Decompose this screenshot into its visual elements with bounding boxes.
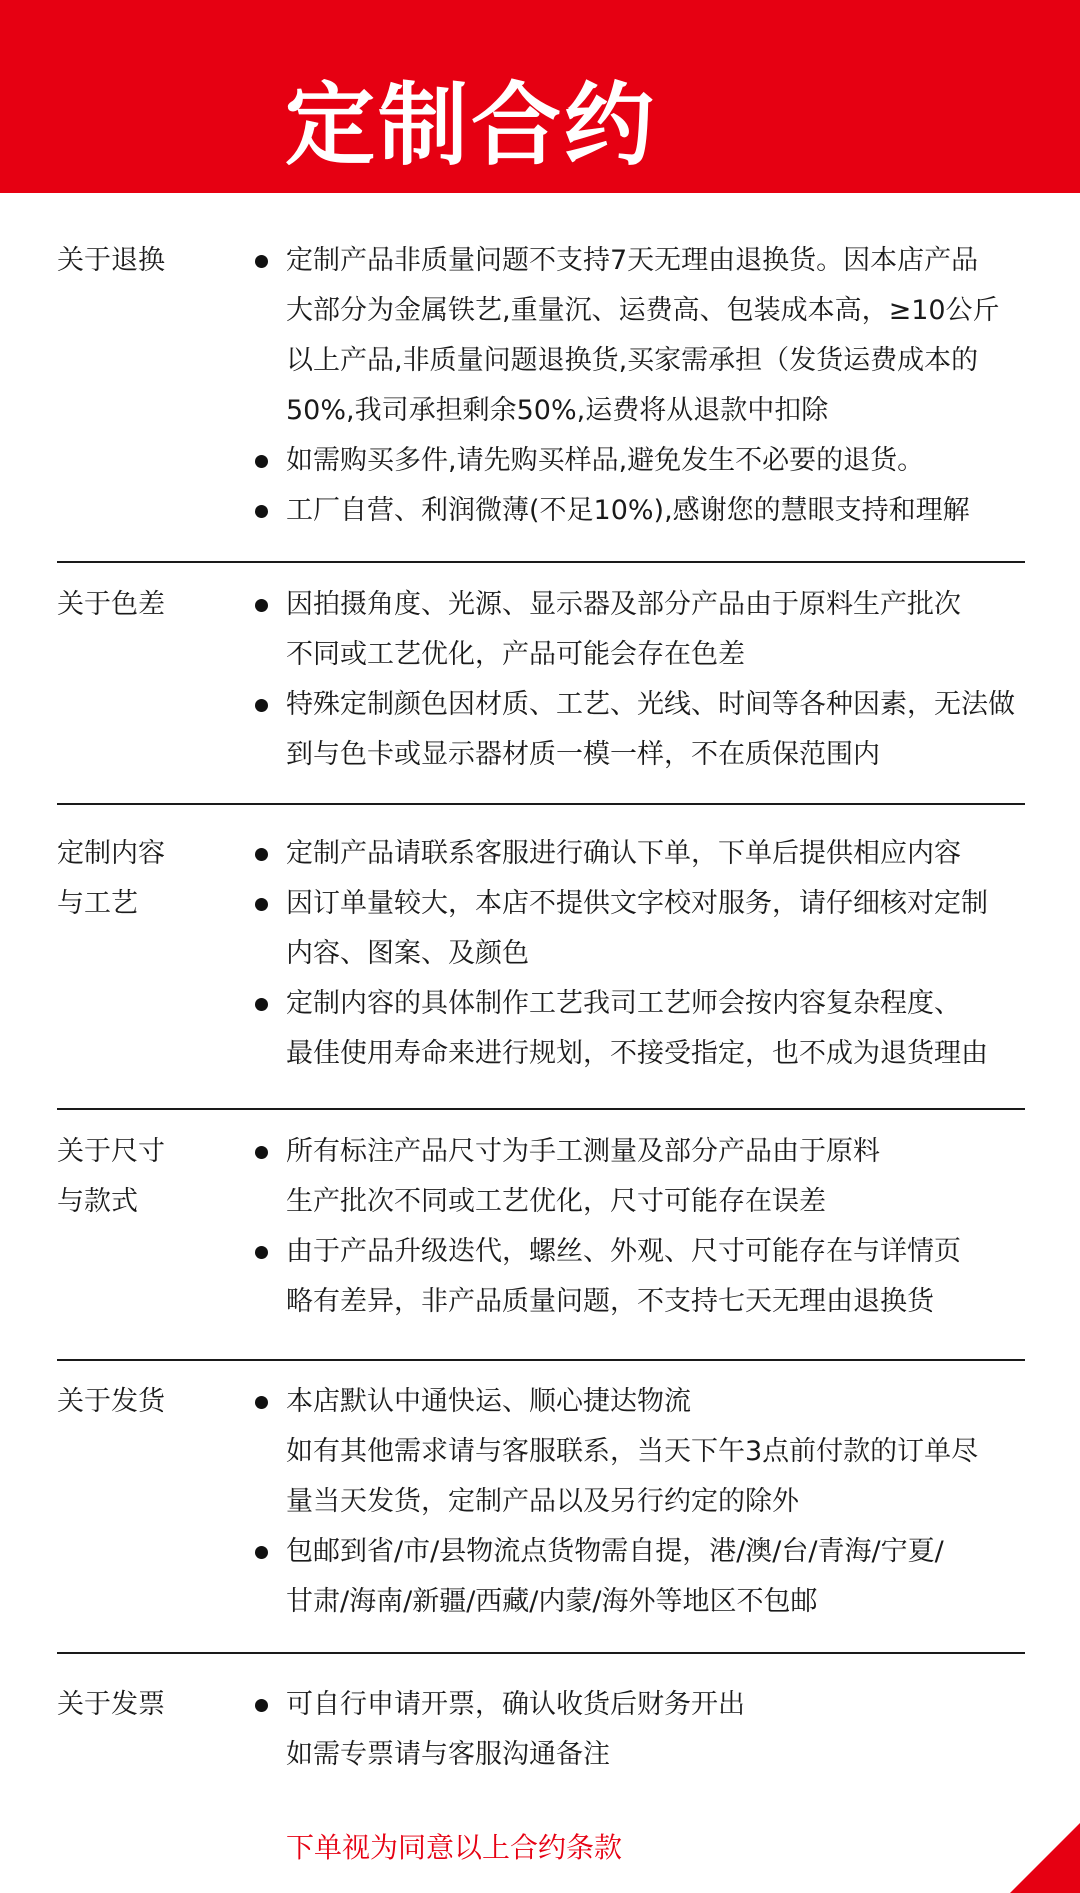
corner-decoration <box>1010 1823 1080 1893</box>
bullet-icon <box>255 455 268 468</box>
bullet-icon <box>255 1246 268 1259</box>
section-label <box>57 1680 207 1730</box>
bullet-icon <box>255 898 268 911</box>
list-item <box>255 236 1045 436</box>
bullet-list <box>255 1680 1045 1780</box>
section-label-line: 与款式 <box>57 1186 138 1217</box>
bullet-icon <box>255 848 268 861</box>
section-label-line: 关于色差 <box>57 589 165 620</box>
item-text-line: 略有差异，非产品质量问题，不支持七天无理由退换货 <box>286 1286 934 1317</box>
header-banner <box>0 0 1080 193</box>
item-text-line: 因订单量较大，本店不提供文字校对服务，请仔细核对定制 <box>286 888 988 919</box>
list-item <box>255 1227 1045 1327</box>
section-label-line: 关于尺寸 <box>57 1136 165 1167</box>
list-item <box>255 486 1045 536</box>
item-text-line: 可自行申请开票，确认收货后财务开出 <box>286 1689 745 1720</box>
item-text-line: 本店默认中通快运、顺心捷达物流 <box>286 1386 691 1417</box>
list-item <box>255 1377 1045 1527</box>
list-item <box>255 436 1045 486</box>
bullet-icon <box>255 1699 268 1712</box>
section-label <box>57 236 207 286</box>
section-label <box>57 580 207 630</box>
bullet-icon <box>255 1396 268 1409</box>
item-text-line: 由于产品升级迭代，螺丝、外观、尺寸可能存在与详情页 <box>286 1236 961 1267</box>
item-text-line: 定制内容的具体制作工艺我司工艺师会按内容复杂程度、 <box>286 988 961 1019</box>
section-label-line: 关于发货 <box>57 1386 165 1417</box>
item-text-line: 工厂自营、利润微薄(不足10%),感谢您的慧眼支持和理解 <box>286 495 970 526</box>
page-title: 定制合约 <box>285 73 657 178</box>
bullet-icon <box>255 998 268 1011</box>
bullet-list <box>255 829 1045 1079</box>
bullet-icon <box>255 1546 268 1559</box>
bullet-list <box>255 1377 1045 1627</box>
list-item <box>255 879 1045 979</box>
item-text-line: 大部分为金属铁艺,重量沉、运费高、包装成本高，≥10公斤 <box>286 295 1000 326</box>
item-text-line: 定制产品请联系客服进行确认下单，下单后提供相应内容 <box>286 838 961 869</box>
item-text-line: 内容、图案、及颜色 <box>286 938 529 969</box>
section-label-line: 定制内容 <box>57 838 165 869</box>
item-text-line: 量当天发货，定制产品以及另行约定的除外 <box>286 1486 799 1517</box>
section-divider <box>57 1359 1025 1361</box>
section-label-line: 关于退换 <box>57 245 165 276</box>
item-text-line: 如需专票请与客服沟通备注 <box>286 1739 610 1770</box>
list-item <box>255 1127 1045 1227</box>
list-item <box>255 580 1045 680</box>
item-text-line: 到与色卡或显示器材质一模一样，不在质保范围内 <box>286 739 880 770</box>
item-text-line: 定制产品非质量问题不支持7天无理由退换货。因本店产品 <box>286 245 979 276</box>
bullet-icon <box>255 599 268 612</box>
list-item <box>255 1680 1045 1780</box>
section-label <box>57 1127 207 1227</box>
item-text-line: 最佳使用寿命来进行规划，不接受指定，也不成为退货理由 <box>286 1038 988 1069</box>
list-item <box>255 680 1045 780</box>
item-text-line: 以上产品,非质量问题退换货,买家需承担（发货运费成本的 <box>286 345 979 376</box>
section-divider <box>57 1108 1025 1110</box>
section-divider <box>57 561 1025 563</box>
bullet-icon <box>255 255 268 268</box>
item-text-line: 甘肃/海南/新疆/西藏/内蒙/海外等地区不包邮 <box>286 1586 818 1617</box>
bullet-list <box>255 1127 1045 1327</box>
item-text-line: 特殊定制颜色因材质、工艺、光线、时间等各种因素，无法做 <box>286 689 1015 720</box>
item-text-line: 50%,我司承担剩余50%,运费将从退款中扣除 <box>286 395 829 426</box>
item-text-line: 生产批次不同或工艺优化，尺寸可能存在误差 <box>286 1186 826 1217</box>
bullet-list <box>255 236 1045 536</box>
item-text-line: 如需购买多件,请先购买样品,避免发生不必要的退货。 <box>286 445 925 476</box>
item-text-line: 所有标注产品尺寸为手工测量及部分产品由于原料 <box>286 1136 880 1167</box>
bullet-list <box>255 580 1045 780</box>
section-label <box>57 829 207 929</box>
section-divider <box>57 1652 1025 1654</box>
item-text-line: 因拍摄角度、光源、显示器及部分产品由于原料生产批次 <box>286 589 961 620</box>
list-item <box>255 979 1045 1079</box>
list-item <box>255 1527 1045 1627</box>
bullet-icon <box>255 1146 268 1159</box>
section-label <box>57 1377 207 1427</box>
bullet-icon <box>255 505 268 518</box>
item-text-line: 不同或工艺优化，产品可能会存在色差 <box>286 639 745 670</box>
section-label-line: 关于发票 <box>57 1689 165 1720</box>
item-text-line: 包邮到省/市/县物流点货物需自提，港/澳/台/青海/宁夏/ <box>286 1536 944 1567</box>
section-label-line: 与工艺 <box>57 888 138 919</box>
section-divider <box>57 803 1025 805</box>
agreement-note: 下单视为同意以上合约条款 <box>286 1831 623 1864</box>
list-item <box>255 829 1045 879</box>
item-text-line: 如有其他需求请与客服联系，当天下午3点前付款的订单尽 <box>286 1436 979 1467</box>
bullet-icon <box>255 699 268 712</box>
